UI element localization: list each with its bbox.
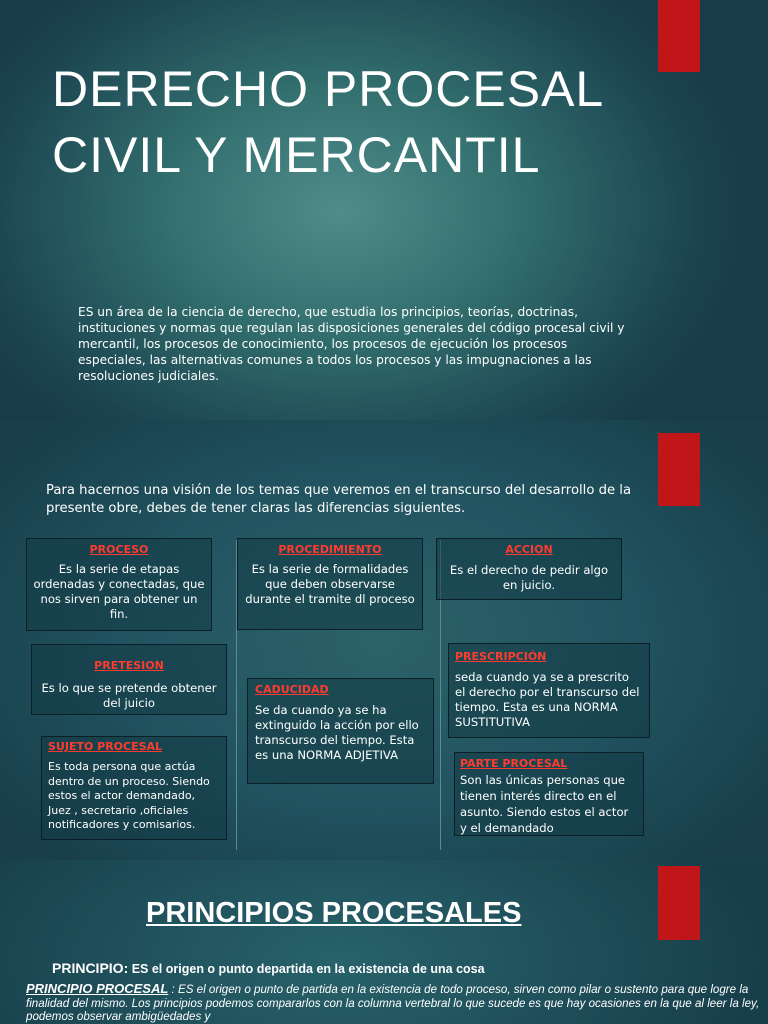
principio-text: ES el origen o punto departida en la existencia de una cosa: [128, 962, 485, 976]
page-title: DERECHO PROCESAL CIVIL Y MERCANTIL: [52, 61, 603, 183]
box-body: Son las únicas personas que tienen interés directo en el asunto. Siendo estos el actor y el demandado: [460, 773, 629, 835]
box-procedimiento: [237, 538, 423, 630]
red-accent-bar: [658, 433, 700, 506]
intro-paragraph: ES un área de la ciencia de derecho, que estudia los principios, teorías, doctrinas, instituciones y normas que regulan las disposiciones generales del código procesal civil y mercantil, los procesos de conocimiento, los procesos de ejecución los procesos especiales, las alternativas comunes a todos los procesos y las impugnaciones a las resoluciones judiciales.: [78, 305, 625, 383]
box-body: Es lo que se pretende obtener del juicio: [41, 681, 217, 710]
principio-procesal-text: : ES el origen o punto de partida en la existencia de todo proceso, sirven como pilar o sustento para que logre la finalidad del mismo. Los principios podemos compararlos con la columna vertebral lo que sucede es que hay ocasiones en la que al leer la ley, podemos observar ambigüedades y: [26, 983, 760, 1023]
box-caducidad: [247, 678, 434, 784]
box-pretesion: [31, 644, 227, 715]
principio-label: PRINCIPIO:: [52, 960, 129, 976]
box-title: PROCESO: [89, 543, 149, 556]
box-body: Es la serie de etapas ordenadas y conectadas, que nos sirven para obtener un fin.: [33, 562, 205, 621]
box-proceso: [26, 538, 212, 631]
box-body: Se da cuando ya se ha extinguido la acción por ello transcurso del tiempo. Esta es una NORMA ADJETIVA: [255, 703, 419, 762]
red-accent-bar: [658, 866, 700, 940]
principio-definition: [52, 960, 732, 977]
box-title: PRETESION: [94, 659, 164, 672]
box-title: PRESCRIPCIÓN: [455, 650, 547, 663]
box-sujeto-procesal: [41, 736, 227, 840]
principio-procesal-label: PRINCIPIO PROCESAL: [26, 981, 169, 996]
box-title: PARTE PROCESAL: [460, 757, 568, 770]
principio-procesal-paragraph: [26, 982, 766, 1024]
slide-3: [0, 860, 768, 1024]
slide-1: [0, 0, 768, 420]
section-heading: PRINCIPIOS PROCESALES: [146, 897, 522, 929]
box-title: PROCEDIMIENTO: [278, 543, 382, 556]
box-body: seda cuando ya se a prescrito el derecho por el transcurso del tiempo. Esta es una NORMA SUSTITUTIVA: [455, 670, 640, 729]
slide-2: [0, 420, 768, 860]
box-prescripcion: [448, 643, 650, 738]
box-title: ACCION: [505, 543, 553, 556]
box-title: SUJETO PROCESAL: [48, 740, 163, 753]
box-body: Es la serie de formalidades que deben observarse durante el tramite dl proceso: [245, 562, 415, 606]
box-body: Es el derecho de pedir algo en juicio.: [449, 563, 609, 592]
red-accent-bar: [658, 0, 700, 72]
box-title: CADUCIDAD: [255, 683, 329, 696]
box-body: Es toda persona que actúa dentro de un proceso. Siendo estos el actor demandado, Juez , secretario ,oficiales notificadores y comisarios.: [48, 760, 210, 831]
box-parte-procesal: [454, 752, 644, 836]
box-accion: [436, 538, 622, 600]
lead-paragraph: Para hacernos una visión de los temas que veremos en el transcurso del desarrollo de la presente obre, debes de tener claras las diferencias siguientes.: [46, 483, 632, 516]
